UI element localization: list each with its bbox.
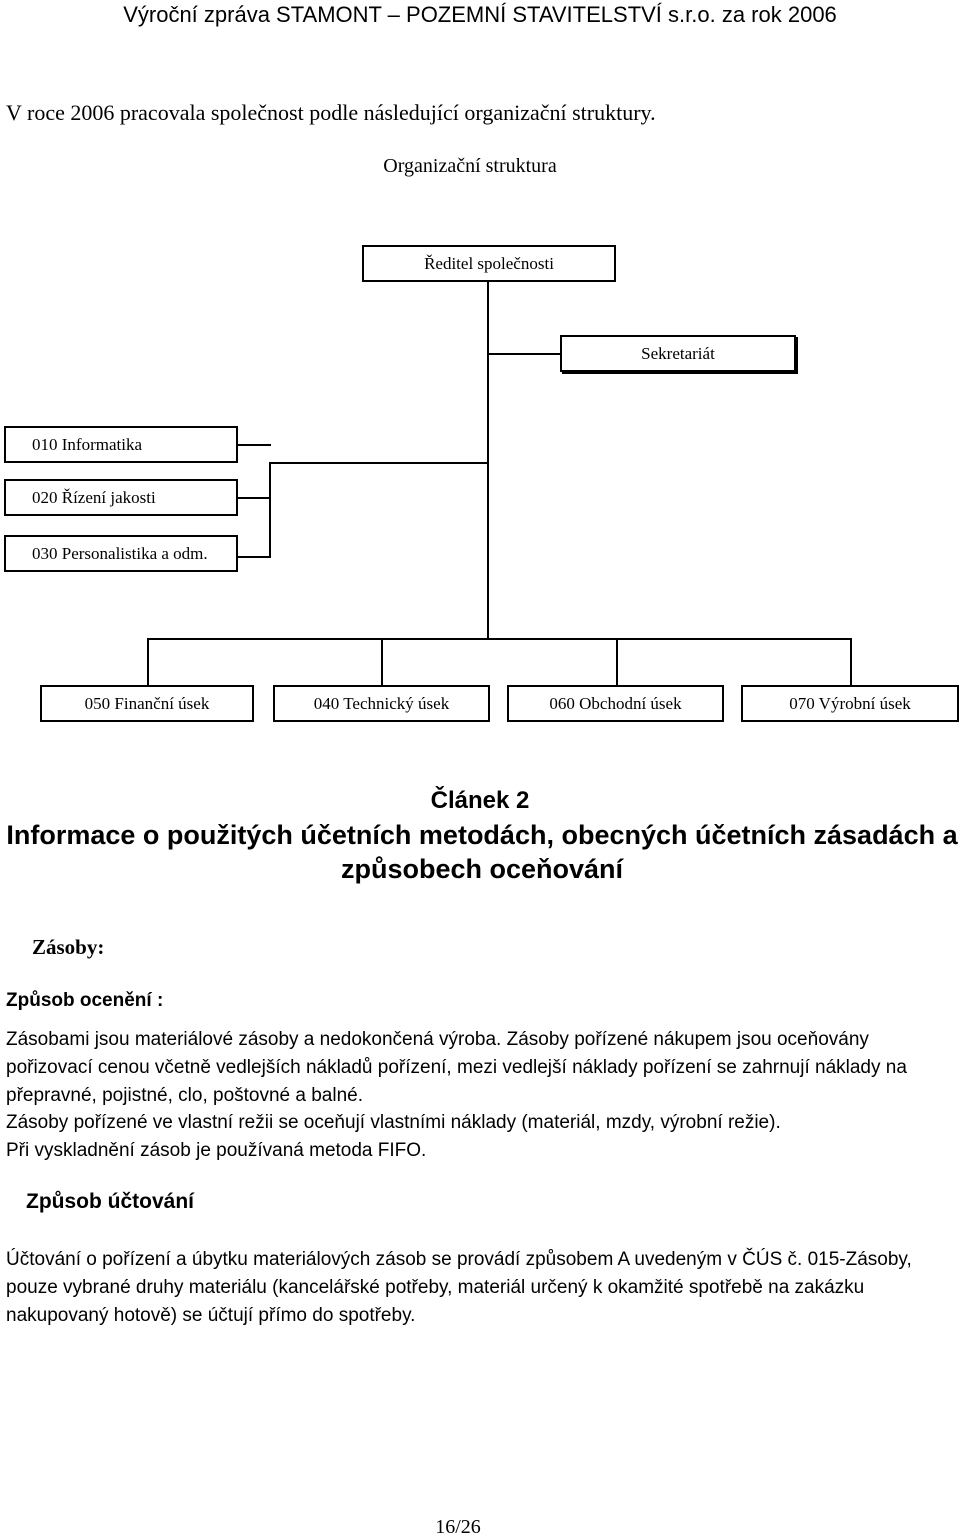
- subheading-valuation: Způsob ocenění :: [6, 990, 164, 1011]
- connector-division-1: [147, 638, 149, 686]
- subheading-accounting: Způsob účtování: [26, 1190, 194, 1213]
- connector-informatika: [236, 444, 271, 446]
- connector-division-2: [381, 638, 383, 686]
- org-box-division-financni: 050 Finanční úsek: [40, 685, 254, 722]
- page-header-title: Výroční zpráva STAMONT – POZEMNÍ STAVITELSTVÍ s.r.o. za rok 2006: [123, 2, 837, 27]
- article-title: Informace o použitých účetních metodách, obecných účetních zásadách a způsobech oceňování: [6, 820, 958, 884]
- org-box-staff-rizeni-jakosti: 020 Řízení jakosti: [4, 479, 238, 516]
- org-box-director: Ředitel společnosti: [362, 245, 616, 282]
- paragraph-valuation-1: Zásobami jsou materiálové zásoby a nedokončená výroba. Zásoby pořízené nákupem jsou oceňovány pořizovací cenou včetně vedlejších nákladů pořízení, mezi vedlejší náklady pořízení se zahrnují náklady na přepravné, pojistné, clo, poštovné a balné.: [6, 1029, 907, 1106]
- connector-division-4: [850, 638, 852, 686]
- org-box-division-obchodni: 060 Obchodní úsek: [507, 685, 724, 722]
- page-number: 16/26: [435, 1516, 481, 1538]
- connector-division-3: [616, 638, 618, 686]
- paragraph-valuation-3: Při vyskladnění zásob je používaná metoda FIFO.: [6, 1140, 427, 1161]
- connector-director-down: [487, 281, 489, 638]
- connector-rizeni: [236, 497, 271, 499]
- paragraph-valuation-2: Zásoby pořízené ve vlastní režii se oceňují vlastními náklady (materiál, mzdy, výrobní režie).: [6, 1112, 781, 1133]
- intro-text: V roce 2006 pracovala společnost podle následující organizační struktury.: [6, 100, 656, 125]
- connector-personalistika: [236, 556, 271, 558]
- org-box-division-vyrobni: 070 Výrobní úsek: [741, 685, 959, 722]
- org-box-secretariat: Sekretariát: [560, 335, 796, 372]
- org-box-division-technicky: 040 Technický úsek: [273, 685, 490, 722]
- paragraph-accounting: Účtování o pořízení a úbytku materiálových zásob se provádí způsobem A uvedeným v ČÚS č. 015-Zásoby, pouze vybrané druhy materiálu (kancelářské potřeby, materiál určený k okamžité spotřebě na zakázku nakupovaný hotově) se účtují přímo do spotřeby.: [6, 1249, 912, 1326]
- org-chart-title: Organizační struktura: [383, 155, 557, 177]
- connector-secretariat: [487, 353, 562, 355]
- section-heading-zasoby: Zásoby:: [32, 935, 105, 959]
- org-box-staff-personalistika: 030 Personalistika a odm.: [4, 535, 238, 572]
- org-box-staff-informatika: 010 Informatika: [4, 426, 238, 463]
- connector-staff-top: [269, 462, 489, 464]
- connector-staff-vertical: [269, 462, 271, 558]
- article-number: Článek 2: [430, 787, 530, 814]
- connector-divisions-bar: [147, 638, 852, 640]
